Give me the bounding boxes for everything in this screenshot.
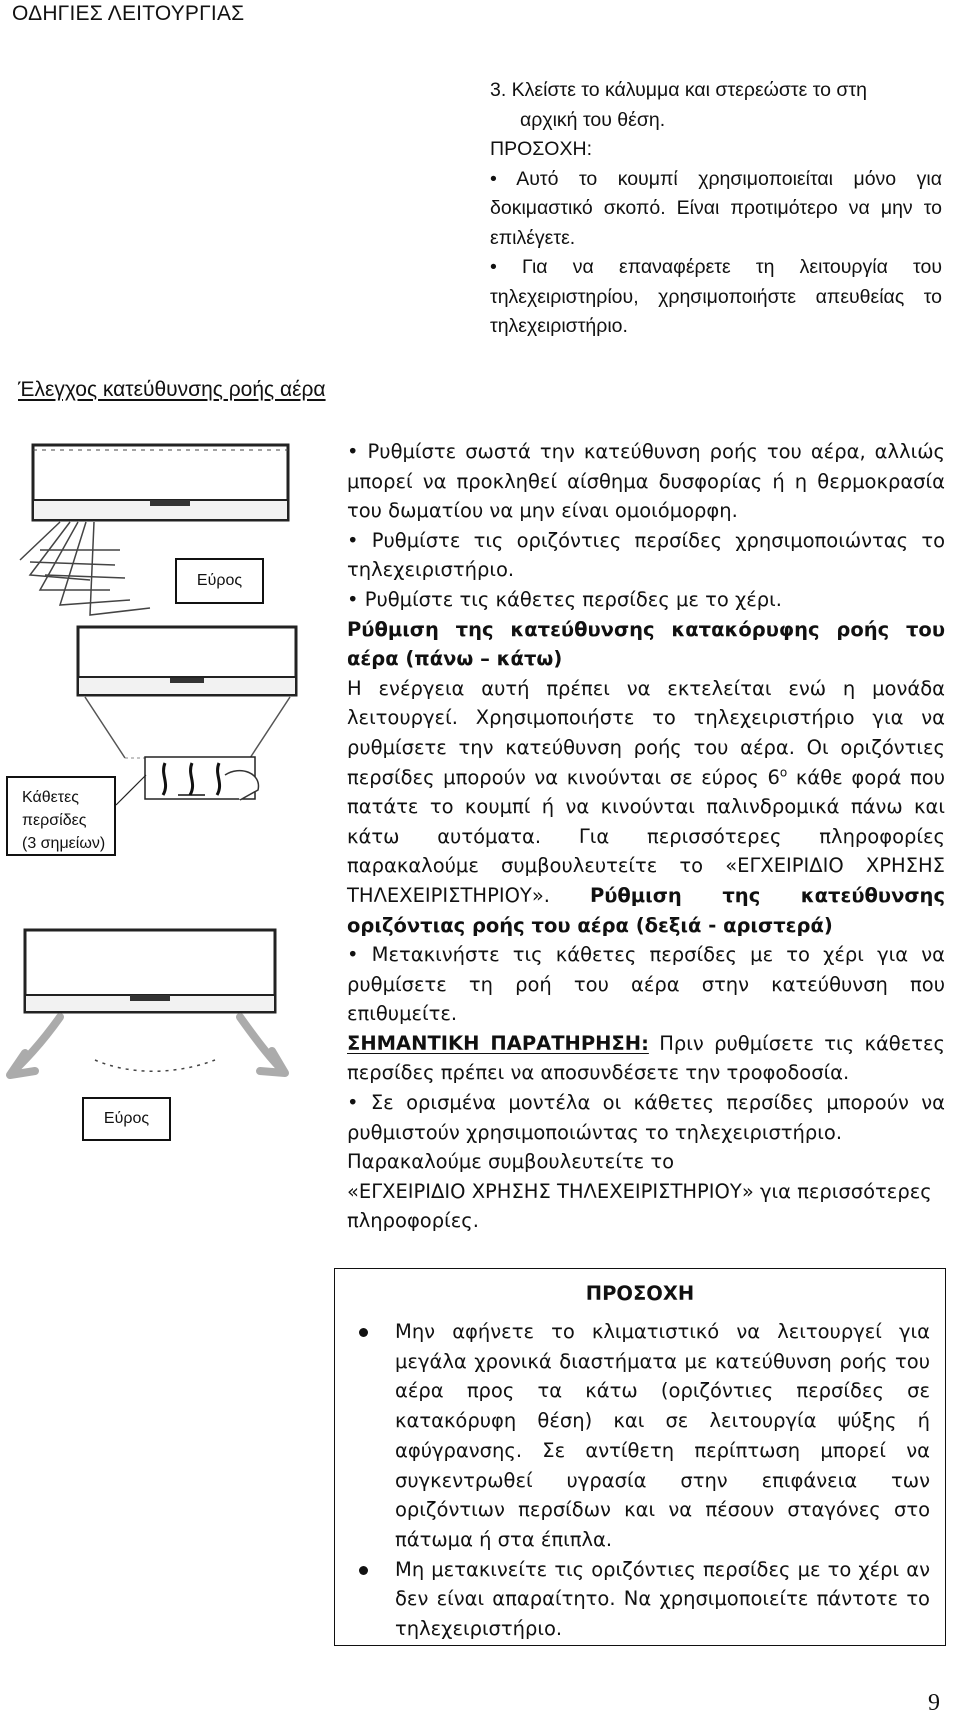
caution-item-2-text: Μη μετακινείτε τις οριζόντιες περσίδες με το χέρι αν δεν είναι απαραίτητο. Να χρησιμοποιείτε πάντοτε το τηλεχειριστήριο. xyxy=(395,1557,930,1641)
bullet-dot-icon xyxy=(359,1566,368,1575)
ac-unit-vertical-flow-figure xyxy=(0,430,340,620)
section-heading: Έλεγχος κατεύθυνσης ροής αέρα xyxy=(18,378,326,401)
caution-box-title: ΠΡΟΣΟΧΗ xyxy=(585,1282,695,1305)
top-text-block xyxy=(490,76,942,342)
caution-item-1 xyxy=(355,1317,930,1555)
refer-line-1: Παρακαλούμε συμβουλευτείτε το xyxy=(347,1150,675,1174)
step3-line2: αρχική του θέση. xyxy=(520,108,666,131)
vertical-louvers-line3: (3 σημείων) xyxy=(22,835,106,852)
vertical-louvers-label xyxy=(6,776,116,856)
vertical-flow-text-a: Η ενέργεια αυτή πρέπει να εκτελείται ενώ η μονάδα λειτουργεί. Χρησιμοποιήστε το τηλεχειριστήριο για να ρυθμίσετε την κατεύθυνση ροής του αέρα. Οι οριζόντιες περσίδες μπορούν να κινούνται σε εύρος 6 xyxy=(347,676,945,789)
important-note-label: ΣΗΜΑΝΤΙΚΗ ΠΑΡΑΤΗΡΗΣΗ: xyxy=(347,1031,649,1055)
caution-list xyxy=(355,1317,930,1644)
step3-line1: 3. Κλείστε το κάλυμμα και στερεώστε το στη xyxy=(490,79,867,101)
body-bullet-5: • Σε ορισμένα μοντέλα οι κάθετες περσίδες μπορούν να ρυθμιστούν χρησιμοποιώντας το τηλεχειριστήριο. xyxy=(347,1091,945,1144)
top-bullet-1: • Αυτό το κουμπί χρησιμοποιείται μόνο για δοκιμαστικό σκοπό. Είναι προτιμότερο να μην το επιλέγετε. xyxy=(490,167,942,249)
body-bullet-1: • Ρυθμίστε σωστά την κατεύθυνση ροής του αέρα, αλλιώς μπορεί να προκληθεί αίσθημα δυσφορίας ή η θερμοκρασία του δωματίου να μην είναι ομοιόμορφη. xyxy=(347,440,945,523)
important-note xyxy=(347,1029,945,1088)
body-bullet-2: • Ρυθμίστε τις οριζόντιες περσίδες χρησιμοποιώντας το τηλεχειριστήριο. xyxy=(347,528,945,582)
degree-sup: ο xyxy=(779,765,788,780)
horizontal-flow-heading: Ρύθμιση της κατεύθυνσης οριζόντιας ροής του αέρα (δεξιά - αριστερά) xyxy=(347,883,945,937)
vertical-flow-text-b: κάθε φορά που πατάτε το κουμπί ή να κινούνται παλινδρομικά πάνω και κάτω αυτόματα. Για περισσότερες πληροφορίες παρακαλούμε συμβουλευτείτε το «ΕΓΧΕΙΡΙΔΙΟ ΧΡΗΣΗΣ ΤΗΛΕΧΕΙΡΙΣΤΗΡΙΟΥ». xyxy=(347,765,945,907)
vertical-louvers-line2: περσίδες xyxy=(22,812,87,829)
caution-item-1-text: Μην αφήνετε το κλιματιστικό να λειτουργεί για μεγάλα χρονικά διαστήματα με κατεύθυνση ροής του αέρα προς τα κάτω (οριζόντιες περσίδες σε κατακόρυφη θέση) και σε λειτουργία ψύξης ή αφύγρανσης. Σε αντίθετη περίπτωση μπορεί να συγκεντρωθεί υγρασία στην επιφάνεια των οριζόντιων περσίδων και να πέσουν σταγόνες στο πάτωμα ή στα έπιπλα. xyxy=(395,1320,930,1551)
vertical-louvers-line1: Κάθετες xyxy=(22,789,79,806)
range-label-top: Εύρος xyxy=(175,558,264,604)
page-header-title: ΟΔΗΓΙΕΣ ΛΕΙΤΟΥΡΓΙΑΣ xyxy=(12,2,245,25)
vertical-flow-heading: Ρύθμιση της κατεύθυνσης κατακόρυφης ροής του αέρα (πάνω – κάτω) xyxy=(347,617,945,671)
louver-pointer-line xyxy=(116,770,156,810)
caution-label: ΠΡΟΣΟΧΗ: xyxy=(490,138,592,160)
caution-item-2 xyxy=(355,1555,930,1644)
refer-line-2: «ΕΓΧΕΙΡΙΔΙΟ ΧΡΗΣΗΣ ΤΗΛΕΧΕΙΡΙΣΤΗΡΙΟΥ» για περισσότερες πληροφορίες. xyxy=(347,1179,932,1233)
important-note-text: Πριν ρυθμίσετε τις κάθετες περσίδες πρέπει να αποσυνδέσετε την τροφοδοσία. xyxy=(347,1031,945,1085)
page-number: 9 xyxy=(928,1690,940,1716)
vertical-flow-paragraph xyxy=(347,674,945,940)
body-bullet-4: • Μετακινήστε τις κάθετες περσίδες με το χέρι για να ρυθμίσετε τη ροή του αέρα στην κατεύθυνση που επιθυμείτε. xyxy=(347,943,945,1026)
body-text-column xyxy=(347,437,945,1236)
body-bullet-3: • Ρυθμίστε τις κάθετες περσίδες με το χέρι. xyxy=(347,587,782,611)
ac-unit-horizontal-flow-figure xyxy=(0,925,340,1095)
range-label-bottom: Εύρος xyxy=(82,1097,171,1141)
caution-box xyxy=(334,1268,946,1646)
bullet-dot-icon xyxy=(359,1328,368,1337)
top-bullet-2: • Για να επαναφέρετε τη λειτουργία του τηλεχειριστηρίου, χρησιμοποιήστε απευθείας το τηλεχειριστήριο. xyxy=(490,256,942,337)
